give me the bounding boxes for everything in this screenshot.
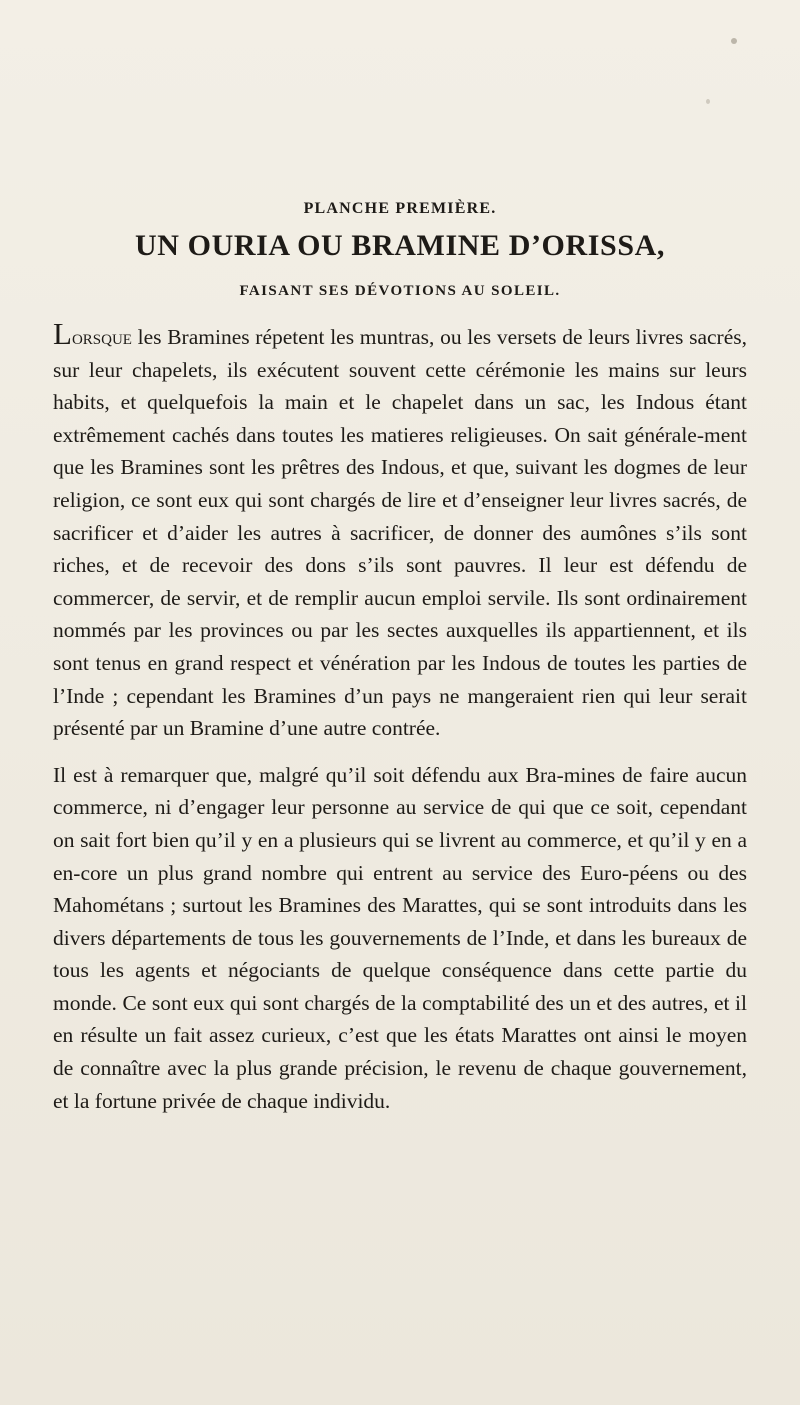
paragraph-2-text: Il est à remarquer que, malgré qu’il soit défendu aux Bra-mines de faire aucun commerce, ni d’engager leur personne au service de qui que ce soit, cependant on sait fort bien qu’il y en a plusieurs qui se livrent au commerce, et qu’il y en a en-core un plus grand nombre qui entrent au service des Euro-péens ou des Mahométans ; surtout les Bramines des Marattes, qui se sont introduits dans les divers départements de tous les gouvernements de l’Inde, et dans les bureaux de tous les agents et négociants de quelque conséquence dans cette partie du monde. Ce sont eux qui sont chargés de la comptabilité des un et des autres, et il en résulte un fait assez curieux, c’est que les états Marattes ont ainsi le moyen de connaître avec la plus grande précision, le revenu de chaque gouvernement, et la fortune privée de chaque individu. [53, 762, 747, 1113]
page-title: UN OURIA OU BRAMINE D’ORISSA, [135, 229, 665, 262]
lead-initial: L [53, 316, 72, 351]
lead-word-rest: orsque [71, 325, 132, 349]
paper-speck [706, 99, 710, 104]
page-subtitle: FAISANT SES DÉVOTIONS AU SOLEIL. [239, 283, 561, 299]
paper-speck [731, 38, 737, 44]
paragraph-1 [53, 318, 747, 745]
body-text [53, 318, 747, 1117]
paragraph-1-text: les Bramines répetent les muntras, ou les versets de leurs livres sacrés, sur leur chapelets, ils exécutent souvent cette cérémonie les mains sur leurs habits, et quelquefois la main et le chapelet dans un sac, les Indous étant extrêmement cachés dans toutes les matieres religieuses. On sait générale-ment que les Bramines sont les prêtres des Indous, et que, suivant les dogmes de leur religion, ce sont eux qui sont chargés de lire et d’enseigner leur livres sacrés, de sacrificer et d’aider les autres à sacrificer, de donner des aumônes s’ils sont riches, et de recevoir des dons s’ils sont pauvres. Il leur est défendu de commercer, de servir, et de remplir aucun emploi servile. Ils sont ordinairement nommés par les provinces ou par les sectes auxquelles ils appartiennent, et ils sont tenus en grand respect et vénération par les Indous de toutes les parties de l’Inde ; cependant les Bramines d’un pays ne mangeraient rien qui leur serait présenté par un Bramine d’une autre contrée. [53, 325, 747, 741]
plate-heading: PLANCHE PREMIÈRE. [303, 200, 497, 217]
paragraph-2 [53, 759, 747, 1118]
